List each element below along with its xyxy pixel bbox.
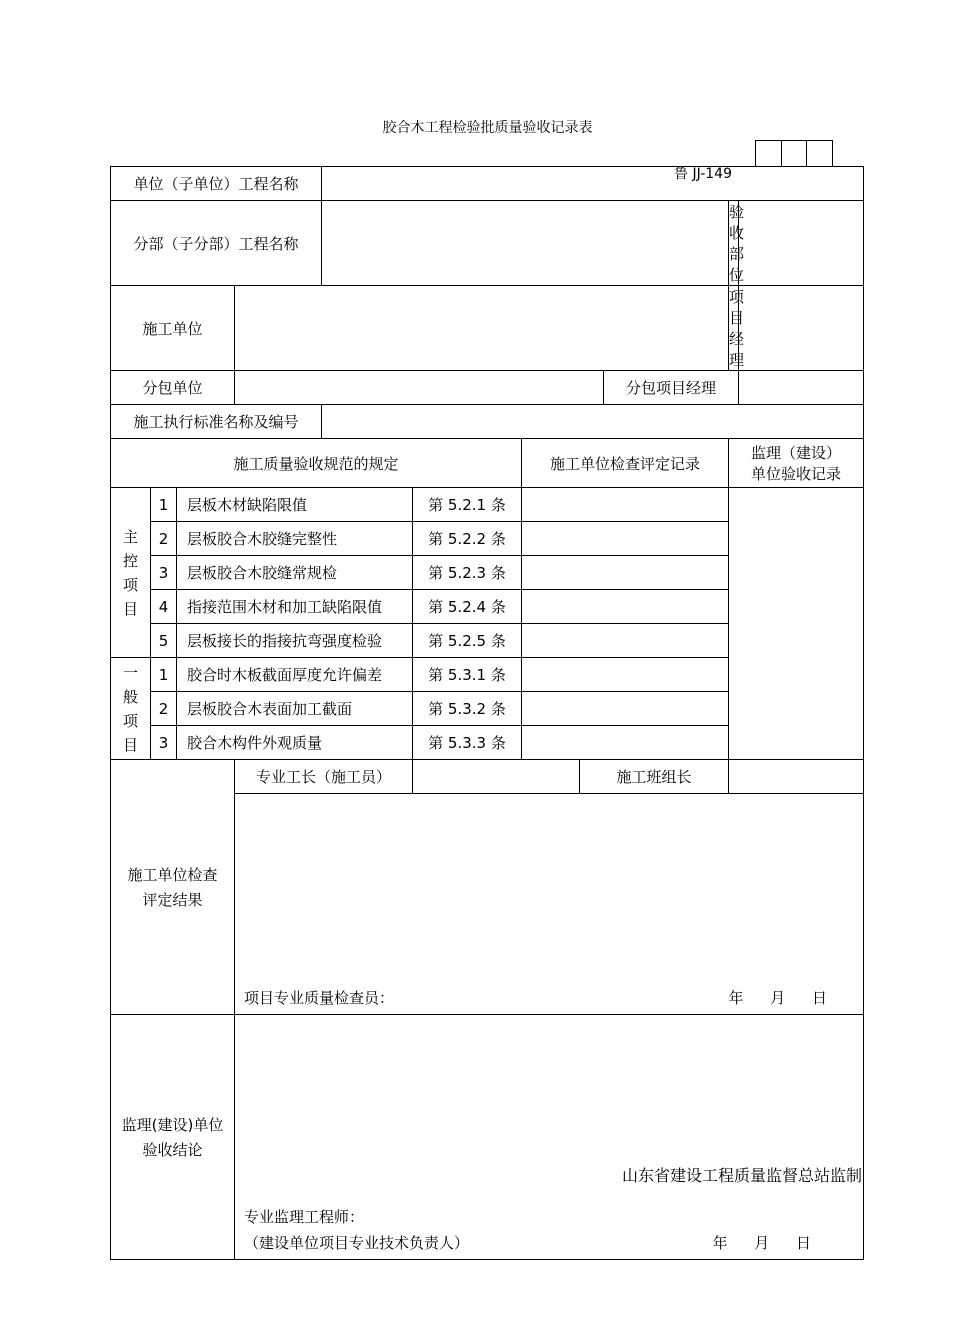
- item-check-record[interactable]: [522, 590, 729, 624]
- item-check-record[interactable]: [522, 658, 729, 692]
- contractor-field[interactable]: [235, 286, 729, 371]
- accept-part-label: 验收部位: [729, 201, 739, 286]
- unit-project-field[interactable]: [322, 167, 864, 201]
- sub-project-field[interactable]: [322, 201, 729, 286]
- main-control-group-label: 主 控 项 目: [111, 488, 151, 658]
- foreman-label: 专业工长（施工员）: [235, 760, 413, 794]
- item-check-record[interactable]: [522, 692, 729, 726]
- item-number: 3: [151, 556, 177, 590]
- item-name: 指接范围木材和加工缺陷限值: [177, 590, 413, 624]
- item-clause: 第 5.2.1 条: [413, 488, 522, 522]
- item-number: 1: [151, 658, 177, 692]
- team-leader-label: 施工班组长: [580, 760, 729, 794]
- sub-project-label: 分部（子分部）工程名称: [111, 201, 322, 286]
- item-number: 4: [151, 590, 177, 624]
- supervision-result-label: 监理(建设)单位 验收结论: [111, 1015, 235, 1260]
- item-check-record[interactable]: [522, 522, 729, 556]
- item-name: 层板胶合木胶缝完整性: [177, 522, 413, 556]
- footer-issuer: 山东省建设工程质量监督总站监制: [621, 1166, 862, 1185]
- form-title: 胶合木工程检验批质量验收记录表: [382, 120, 593, 136]
- supervision-record-cell[interactable]: [729, 488, 864, 760]
- unit-project-label: 单位（子单位）工程名称: [111, 167, 322, 201]
- item-number: 5: [151, 624, 177, 658]
- standard-label: 施工执行标准名称及编号: [111, 405, 322, 439]
- item-check-record[interactable]: [522, 624, 729, 658]
- supervision-header-line1: 监理（建设）: [751, 444, 842, 462]
- inspection-form-table: [110, 166, 864, 1260]
- item-clause: 第 5.2.5 条: [413, 624, 522, 658]
- item-clause: 第 5.3.1 条: [413, 658, 522, 692]
- general-group-label: 一 般 项 目: [111, 658, 151, 760]
- subcontractor-field[interactable]: [235, 371, 604, 405]
- team-leader-field[interactable]: [729, 760, 864, 794]
- item-number: 3: [151, 726, 177, 760]
- item-check-record[interactable]: [522, 726, 729, 760]
- item-clause: 第 5.2.2 条: [413, 522, 522, 556]
- item-number: 2: [151, 522, 177, 556]
- pm-label: 项目经理: [729, 286, 739, 371]
- item-clause: 第 5.3.2 条: [413, 692, 522, 726]
- contractor-result-area[interactable]: [235, 794, 864, 1015]
- item-check-record[interactable]: [522, 556, 729, 590]
- supervision-header-line2: 单位验收记录: [751, 465, 842, 483]
- form-code: 鲁 JJ-149: [674, 166, 732, 182]
- form-number-boxes[interactable]: [755, 140, 833, 167]
- accept-part-field[interactable]: [739, 201, 864, 286]
- supervision-result-area[interactable]: [235, 1015, 864, 1260]
- foreman-field[interactable]: [413, 760, 580, 794]
- item-clause: 第 5.3.3 条: [413, 726, 522, 760]
- sub-pm-label: 分包项目经理: [604, 371, 739, 405]
- owner-label: （建设单位项目专业技术负责人）: [244, 1234, 470, 1252]
- subcontractor-label: 分包单位: [111, 371, 235, 405]
- pm-field[interactable]: [739, 286, 864, 371]
- sub-pm-field[interactable]: [739, 371, 864, 405]
- item-number: 1: [151, 488, 177, 522]
- inspector-date: 年 月 日: [728, 989, 828, 1007]
- engineer-label: 专业监理工程师：: [244, 1208, 365, 1226]
- item-number: 2: [151, 692, 177, 726]
- item-name: 胶合木构件外观质量: [177, 726, 413, 760]
- item-name: 胶合时木板截面厚度允许偏差: [177, 658, 413, 692]
- item-name: 层板木材缺陷限值: [177, 488, 413, 522]
- item-name: 层板胶合木胶缝常规检: [177, 556, 413, 590]
- check-column-header: 施工单位检查评定记录: [522, 439, 729, 488]
- inspector-label: 项目专业质量检查员：: [244, 989, 395, 1007]
- supervision-column-header: [729, 439, 864, 488]
- item-name: 层板胶合木表面加工截面: [177, 692, 413, 726]
- item-check-record[interactable]: [522, 488, 729, 522]
- standard-field[interactable]: [322, 405, 864, 439]
- spec-column-header: 施工质量验收规范的规定: [111, 439, 522, 488]
- contractor-result-label: 施工单位检查 评定结果: [111, 760, 235, 1015]
- supervision-date: 年 月 日: [712, 1234, 812, 1252]
- item-clause: 第 5.2.3 条: [413, 556, 522, 590]
- contractor-label: 施工单位: [111, 286, 235, 371]
- item-name: 层板接长的指接抗弯强度检验: [177, 624, 413, 658]
- item-clause: 第 5.2.4 条: [413, 590, 522, 624]
